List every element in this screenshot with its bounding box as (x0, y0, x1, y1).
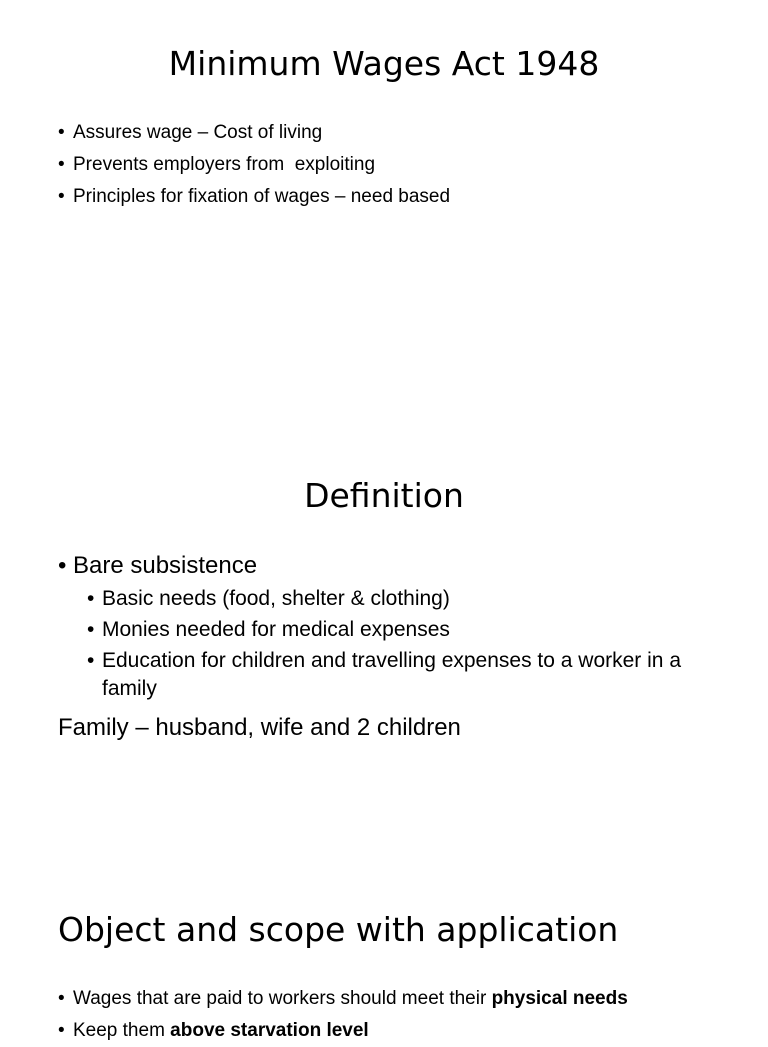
bullet-emphasis: physical needs (491, 988, 628, 1009)
bullet-text: Wages that are paid to workers should meet their (73, 988, 492, 1009)
bullet-item (58, 1015, 748, 1047)
bullet-list (58, 117, 738, 213)
slide-title: Definition (304, 476, 464, 515)
slide-definition (0, 320, 768, 890)
sub-bullet-item: • Monies needed for medical expenses (87, 616, 727, 644)
main-bullet: • Bare subsistence (58, 550, 753, 582)
sub-bullet-item: • Education for children and travelling expenses to a worker in a family (87, 647, 727, 703)
bullet-emphasis: above starvation level (170, 1020, 369, 1041)
family-definition: Family – husband, wife and 2 children (58, 714, 461, 741)
bullet-text: Keep them (73, 1020, 171, 1041)
slide-minimum-wages-act (0, 0, 768, 320)
slide-title: Minimum Wages Act 1948 (168, 44, 600, 83)
bullet-list (58, 983, 748, 1047)
bullet-item: • Assures wage – Cost of living (58, 117, 738, 149)
sub-bullet-item: • Basic needs (food, shelter & clothing) (87, 585, 727, 613)
bullet-item: • Prevents employers from exploiting (58, 149, 738, 181)
bullet-item: • Principles for fixation of wages – need based (58, 181, 738, 213)
slide-object-and-scope (0, 890, 768, 1041)
slide-title: Object and scope with application (58, 910, 619, 949)
sub-bullet-list (87, 585, 727, 706)
bullet-item (58, 983, 748, 1015)
